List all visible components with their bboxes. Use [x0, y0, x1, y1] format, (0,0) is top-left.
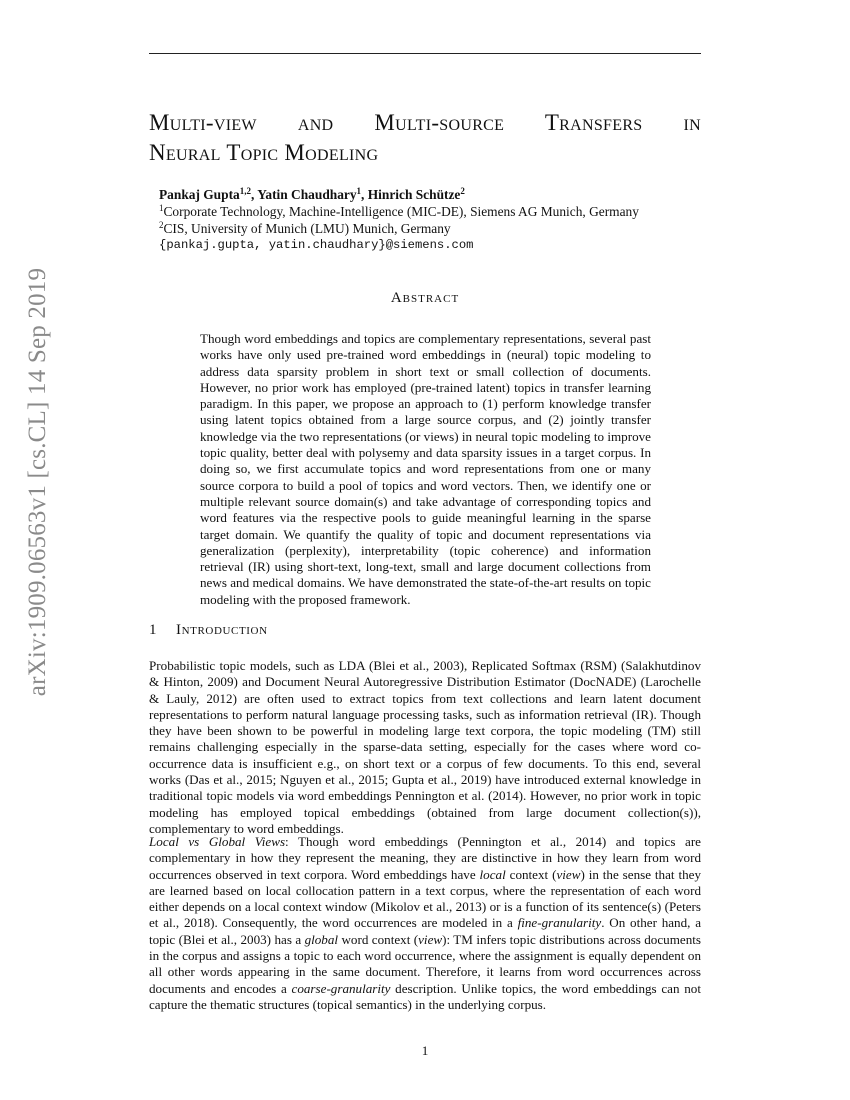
emph-view-2: view	[418, 931, 443, 947]
paragraph-lead: Local vs Global Views	[149, 834, 286, 849]
para2-text-1: : Though word embeddings (Pennington et al., 2014) and topics are complementary in how they represent the meaning, they are distinctive in how they learn from word occurrences observed in text corpora. Word embeddings have	[149, 834, 701, 882]
title-line-2: Neural Topic Modeling	[149, 140, 379, 165]
author-1: Pankaj Gupta	[159, 187, 240, 202]
emph-global: global	[304, 931, 339, 947]
section-heading	[149, 622, 701, 639]
arxiv-stamp	[24, 267, 51, 697]
author-3: Hinrich Schütze	[367, 187, 461, 202]
para2-text-4: . On other hand, a topic (Blei et al., 2003) has a	[149, 915, 701, 947]
author-1-affil: 1,2	[239, 186, 251, 196]
author-names: Pankaj Gupta$^{1,2}$, Yatin Chaudhary$^1$, Hinrich Schütze$^2$	[159, 186, 465, 202]
emph-coarse-granularity: coarse-granularity	[291, 980, 391, 996]
paper-title	[149, 108, 701, 168]
abstract-heading: Abstract	[390, 290, 460, 306]
author-block	[149, 186, 701, 254]
arxiv-identifier: arXiv:1909.06563v1 [cs.CL] 14 Sep 2019	[24, 267, 51, 697]
intro-paragraph-2	[149, 834, 701, 1013]
author-2: Yatin Chaudhary	[257, 187, 357, 202]
affiliation-1-text: Corporate Technology, Machine-Intelligence (MIC-DE), Siemens AG Munich, Germany	[163, 204, 639, 219]
affiliation-2-text: CIS, University of Munich (LMU) Munich, Germany	[163, 221, 451, 236]
affiliation-2	[149, 220, 701, 237]
para2-text-3: ) in the sense that they are learned based on local collocation pattern in a text corpus, where the representation of each word either depends on a local context window (Mikolov et al., 2013) or is a function of its sentence(s) (Peters et al., 2018). Consequently, the word occurrences are modeled in a	[149, 866, 701, 931]
emph-fine-granularity: fine-granularity	[517, 915, 602, 931]
affiliation-2-mark: 2	[159, 220, 164, 230]
para2-text-2: context (	[505, 866, 557, 882]
emph-view-1: view	[556, 866, 581, 882]
section-title: Introduction	[176, 622, 268, 638]
top-rule	[149, 53, 701, 54]
title-line-1: Multi-view and Multi-source Transfers in	[149, 110, 701, 135]
page-number: 1	[421, 1043, 429, 1058]
author-email: {pankaj.gupta, yatin.chaudhary}@siemens.com	[159, 238, 474, 252]
section-number: 1	[149, 622, 158, 638]
author-3-affil: 2	[460, 186, 465, 196]
intro-paragraph-1: Probabilistic topic models, such as LDA (Blei et al., 2003), Replicated Softmax (RSM) (Salakhutdinov & Hinton, 2009) and Document Neural Autoregressive Distribution Estimator (DocNADE) (Larochelle & Lauly, 2012) are often used to extract topics from text collections and learn latent document representations to perform natural language processing tasks, such as information retrieval (IR). Though they have been shown to be powerful in modeling large text corpora, the topic modeling (TM) still remains challenging especially in the sparse-data setting, especially for the cases where word co-occurrence data is insufficient e.g., on short text or a corpus of few documents. To this end, several works (Das et al., 2015; Nguyen et al., 2015; Gupta et al., 2019) have introduced external knowledge in traditional topic models via word embeddings Pennington et al. (2014). However, no prior work in topic modeling has employed topical embeddings (obtained from large document collection(s)), complementary to word embeddings.	[149, 658, 701, 836]
emph-local: local	[479, 866, 506, 882]
affiliation-1	[149, 203, 701, 220]
para2-text-7: description. Unlike topics, the word embeddings can not capture the thematic structures (topical semantics) in the underlying corpus.	[149, 980, 701, 1012]
abstract-body: Though word embeddings and topics are complementary representations, several past works have only used pre-trained word embeddings in (neural) topic modeling to address data sparsity problem in short text or small collection of documents. However, no prior work has employed (pre-trained latent) topics in transfer learning paradigm. In this paper, we propose an approach to (1) perform knowledge transfer using latent topics obtained from a large source corpus, and (2) jointly transfer knowledge via the two representations (or views) in neural topic modeling to improve topic quality, better deal with polysemy and data sparsity issues in a target corpus. In doing so, we first accumulate topics and word representations from one or many source corpora to build a pool of topics and word vectors. Then, we identify one or multiple relevant source domain(s) and take advantage of corresponding topics and word features via the respective pools to guide meaningful learning in the sparse target domain. We quantify the quality of topic and document representations via generalization (perplexity), interpretability (topic coherence) and information retrieval (IR) using short-text, long-text, small and large document collections from news and medical domains. We have demonstrated the state-of-the-art results on topic modeling with the proposed framework.	[200, 331, 651, 607]
para2-text-5: word context (	[338, 931, 419, 947]
affiliation-1-mark: 1	[159, 203, 164, 213]
para2-text-6: ): TM infers topic distributions across documents in the corpus and assigns a topic to each word occurrence, where the assignment is equally dependent on all other words appearing in the same document. Therefore, it learns from word occurrences across documents and encodes a	[149, 931, 701, 996]
author-2-affil: 1	[356, 186, 362, 196]
